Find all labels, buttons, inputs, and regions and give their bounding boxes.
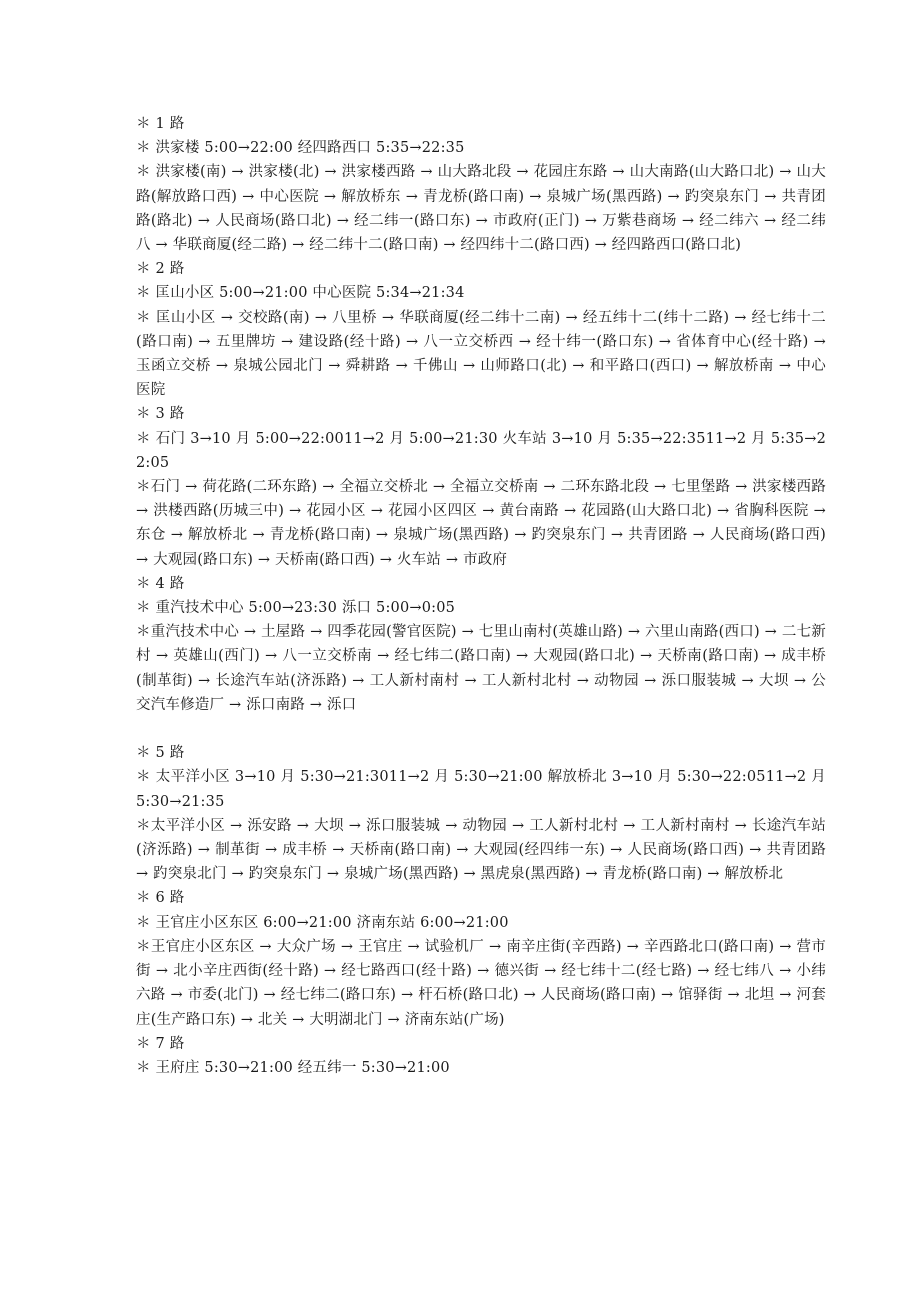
blank-line — [136, 717, 826, 741]
route-3 — [136, 402, 826, 571]
route-schedule: ＊ 太平洋小区 3→10 月 5:30→21:3011→2 月 5:30→21:00 解放桥北 3→10 月 5:30→22:0511→2 月 5:30→21:35 — [136, 769, 826, 810]
route-header: ＊ 7 路 — [136, 1035, 185, 1052]
route-header: ＊ 1 路 — [136, 116, 185, 132]
route-5 — [136, 741, 826, 886]
route-stops: ＊ 洪家楼(南) → 洪家楼(北) → 洪家楼西路 → 山大路北段 → 花园庄东路 → 山大南路(山大路口北) → 山大路(解放路口西) → 中心医院 → 解放桥东 → 青龙桥(路口南) → 泉城广场(黑西路) → 趵突泉东门 → 共青团路(路北) → 人民商场(路口北) → 经二纬一(路口东) → 市政府(正门) → 万紫巷商场 → 经二纬六 → 经二纬八 → 华联商厦(经二路) → 经二纬十二(路口南) → 经四纬十二(路口西) → 经四路西口(路口北) — [136, 164, 826, 254]
route-schedule: ＊ 洪家楼 5:00→22:00 经四路西口 5:35→22:35 — [136, 140, 465, 157]
route-schedule: ＊ 匡山小区 5:00→21:00 中心医院 5:34→21:34 — [136, 285, 465, 302]
route-4 — [136, 572, 826, 717]
route-stops: ＊王官庄小区东区 → 大众广场 → 王官庄 → 试验机厂 → 南辛庄街(辛西路) → 辛西路北口(路口南) → 营市街 → 北小辛庄西街(经十路) → 经七路西口(经十路) → 德兴街 → 经七纬十二(经七路) → 经七纬八 → 小纬六路 → 市委(北门) → 经七纬二(路口东) → 杆石桥(路口北) → 人民商场(路口南) → 馆驿街 → 北坦 → 河套庄(生产路口东) → 北关 → 大明湖北门 → 济南东站(广场) — [136, 938, 826, 1028]
document-page — [136, 112, 826, 1080]
route-header: ＊ 6 路 — [136, 890, 185, 907]
route-schedule: ＊ 石门 3→10 月 5:00→22:0011→2 月 5:00→21:30 火车站 3→10 月 5:35→22:3511→2 月 5:35→22:05 — [136, 430, 826, 471]
route-7 — [136, 1032, 826, 1080]
route-stops: ＊重汽技术中心 → 土屋路 → 四季花园(警官医院) → 七里山南村(英雄山路) → 六里山南路(西口) → 二七新村 → 英雄山(西门) → 八一立交桥南 → 经七纬二(路口南) → 大观园(路口北) → 天桥南(路口南) → 成丰桥(制革街) → 长途汽车站(济泺路) → 工人新村南村 → 工人新村北村 → 动物园 → 泺口服装城 → 大坝 → 公交汽车修造厂 → 泺口南路 → 泺口 — [136, 624, 826, 713]
route-header: ＊ 2 路 — [136, 261, 185, 278]
route-header: ＊ 4 路 — [136, 575, 185, 592]
route-schedule: ＊ 重汽技术中心 5:00→23:30 泺口 5:00→0:05 — [136, 600, 456, 617]
route-6 — [136, 886, 826, 1031]
route-schedule: ＊ 王官庄小区东区 6:00→21:00 济南东站 6:00→21:00 — [136, 914, 509, 931]
route-header: ＊ 5 路 — [136, 745, 185, 762]
route-stops: ＊石门 → 荷花路(二环东路) → 全福立交桥北 → 全福立交桥南 → 二环东路北段 → 七里堡路 → 洪家楼西路 → 洪楼西路(历城三中) → 花园小区 → 花园小区四区 → 黄台南路 → 花园路(山大路口北) → 省胸科医院 → 东仓 → 解放桥北 → 青龙桥(路口南) → 泉城广场(黑西路) → 趵突泉东门 → 共青团路 → 人民商场(路口西) → 大观园(路口东) → 天桥南(路口西) → 火车站 → 市政府 — [136, 479, 826, 568]
route-1 — [136, 112, 826, 257]
route-2 — [136, 257, 826, 402]
route-stops: ＊太平洋小区 → 泺安路 → 大坝 → 泺口服装城 → 动物园 → 工人新村北村 → 工人新村南村 → 长途汽车站(济泺路) → 制革街 → 成丰桥 → 天桥南(路口南) → 大观园(经四纬一东) → 人民商场(路口西) → 共青团路 → 趵突泉北门 → 趵突泉东门 → 泉城广场(黑西路) → 黑虎泉(黑西路) → 青龙桥(路口南) → 解放桥北 — [136, 817, 826, 883]
route-stops: ＊ 匡山小区 → 交校路(南) → 八里桥 → 华联商厦(经二纬十二南) → 经五纬十二(纬十二路) → 经七纬十二(路口南) → 五里牌坊 → 建设路(经十路) → 八一立交桥西 → 经十纬一(路口东) → 省体育中心(经十路) → 玉函立交桥 → 泉城公园北门 → 舜耕路 → 千佛山 → 山师路口(北) → 和平路口(西口) → 解放桥南 → 中心医院 — [136, 309, 826, 399]
route-header: ＊ 3 路 — [136, 406, 185, 423]
route-schedule: ＊ 王府庄 5:30→21:00 经五纬一 5:30→21:00 — [136, 1059, 450, 1076]
